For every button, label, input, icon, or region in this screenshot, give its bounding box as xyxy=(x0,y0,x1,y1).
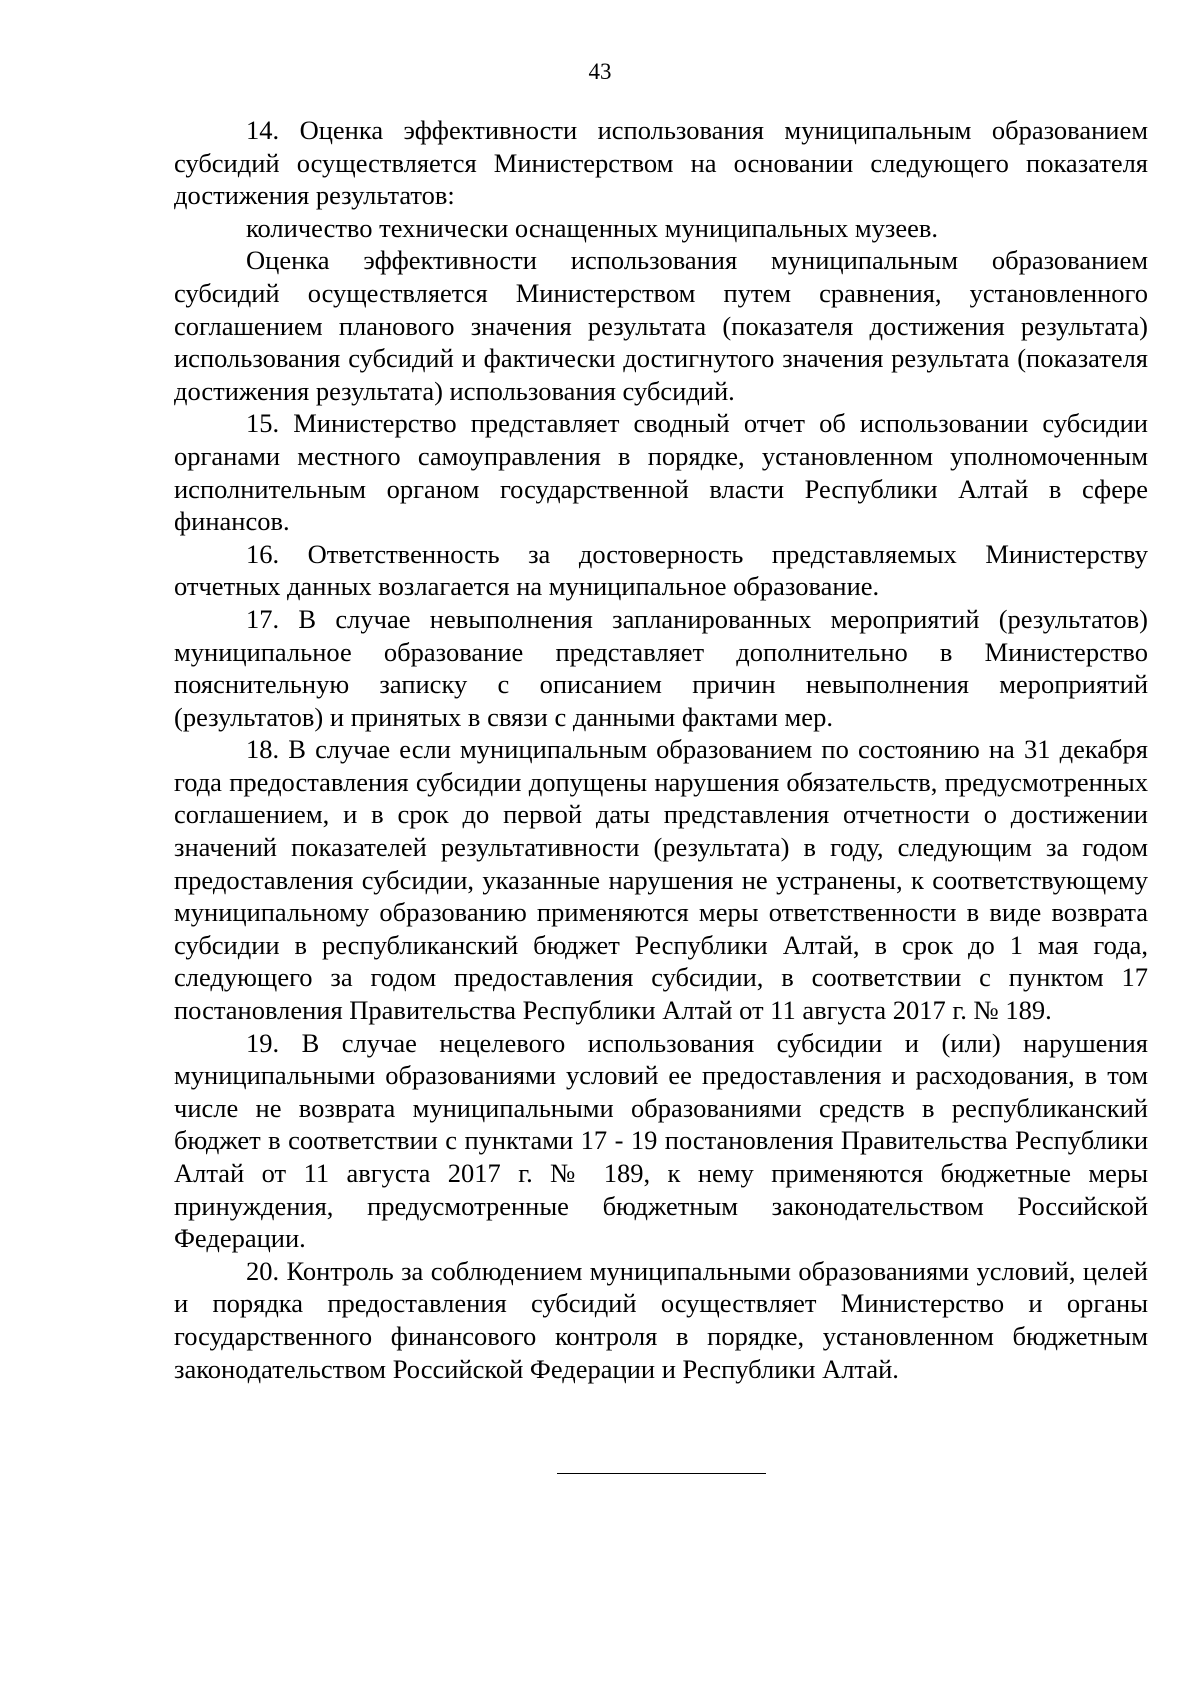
paragraph-14: 14. Оценка эффективности использования муниципальным образованием субсидий осуществляется Министерством на основании следующего показателя достижения результатов: xyxy=(174,115,1148,211)
paragraph-18: 18. В случае если муниципальным образованием по состоянию на 31 декабря года предоставления субсидии допущены нарушения обязательств, предусмотренных соглашением, и в срок до первой даты представления отчетности о достижении значений показателей результативности (результата) в году, следующим за годом предоставления субсидии, указанные нарушения не устранены, к соответствующему муниципальному образованию применяются меры ответственности в виде возврата субсидии в республиканский бюджет Республики Алтай, в срок до 1 мая года, следующего за годом предоставления субсидии, в соответствии с пунктом 17 постановления Правительства Республики Алтай от 11 августа 2017 г. № 189. xyxy=(174,734,1148,1026)
paragraph-15: 15. Министерство представляет сводный отчет об использовании субсидии органами местного самоуправления в порядке, установленном уполномоченным исполнительным органом государственной власти Республики Алтай в сфере финансов. xyxy=(174,408,1148,537)
paragraph-19: 19. В случае нецелевого использования субсидии и (или) нарушения муниципальными образованиями условий ее предоставления и расходования, в том числе не возврата муниципальными образованиями средств в республиканский бюджет в соответствии с пунктами 17 - 19 постановления Правительства Республики Алтай от 11 августа 2017 г. № 189, к нему применяются бюджетные меры принуждения, предусмотренные бюджетным законодательством Российской Федерации. xyxy=(174,1027,1148,1254)
page-number: 43 xyxy=(588,59,612,84)
paragraph-17: 17. В случае невыполнения запланированных мероприятий (результатов) муниципальное образование представляет дополнительно в Министерство пояснительную записку с описанием причин невыполнения мероприятий (результатов) и принятых в связи с данными фактами мер. xyxy=(174,603,1148,732)
paragraph-indicator: количество технически оснащенных муниципальных музеев. xyxy=(246,212,939,243)
document-body xyxy=(174,114,1148,1385)
paragraph-20: 20. Контроль за соблюдением муниципальными образованиями условий, целей и порядка предоставления субсидий осуществляет Министерство и органы государственного финансового контроля в порядке, установленном бюджетным законодательством Российской Федерации и Республики Алтай. xyxy=(174,1255,1148,1384)
paragraph-evaluation: Оценка эффективности использования муниципальным образованием субсидий осуществляется Министерством путем сравнения, установленного соглашением планового значения результата (показателя достижения результата) использования субсидий и фактически достигнутого значения результата (показателя достижения результата) использования субсидий. xyxy=(174,245,1148,406)
end-divider-line xyxy=(557,1473,766,1474)
paragraph-16: 16. Ответственность за достоверность представляемых Министерству отчетных данных возлагается на муниципальное образование. xyxy=(174,538,1148,602)
